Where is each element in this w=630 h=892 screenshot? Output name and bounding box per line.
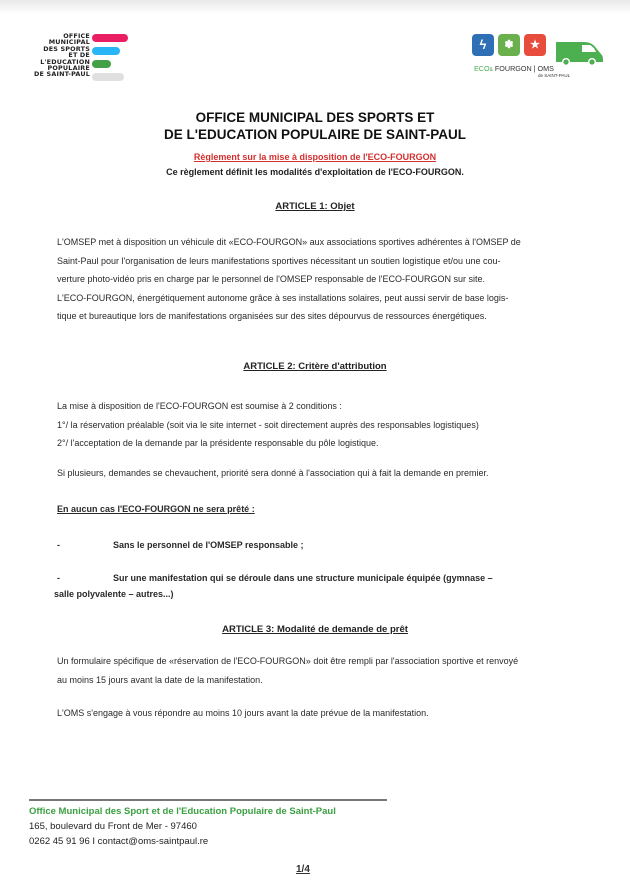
page-title-line2: DE L'EDUCATION POPULAIRE DE SAINT-PAUL	[164, 127, 466, 142]
text-line: Un formulaire spécifique de «réservation de l'ECO-FOURGON» doit être rempli par l'association sportive et renvoyé	[57, 656, 519, 666]
page-number: 1/4	[296, 864, 310, 875]
subtitle-red: Règlement sur la mise à disposition de l'ECO-FOURGON	[193, 152, 437, 162]
logo-line: ET DE	[68, 51, 90, 60]
van-icon	[554, 36, 604, 66]
footer-address: 165, boulevard du Front de Mer - 97460	[29, 821, 197, 832]
logo-line: POPULAIRE	[47, 64, 90, 73]
article1-body	[57, 233, 597, 326]
article2-priority	[57, 464, 597, 483]
text-line: Saint-Paul pour l'organisation de leurs manifestations sportives nécessitant un soutien logistique et/ou une cou-	[57, 255, 501, 266]
logo-bar-grey	[92, 73, 124, 81]
logo-line: MUNICIPAL	[48, 38, 90, 47]
logo-line: DES SPORTS	[43, 44, 90, 53]
bullet-item	[57, 536, 597, 555]
cart-icon: ★	[524, 34, 546, 56]
text-line: au moins 15 jours avant la date de la manifestation.	[57, 674, 263, 685]
logo-bar-green	[92, 60, 111, 68]
logo-line: OFFICE	[63, 32, 90, 40]
logo-bar-pink	[92, 34, 128, 42]
logo-bar-blue	[92, 47, 120, 55]
condition-item: 2°/ l'acceptation de la demande par la présidente responsable du pôle logistique.	[57, 438, 379, 449]
footer-org: Office Municipal des Sport et de l'Education Populaire de Saint-Paul	[29, 806, 336, 817]
omsep-logo	[28, 33, 128, 83]
text-line: Si plusieurs, demandes se chevauchent, priorité sera donné à l'association qui à fait la demande en premier.	[57, 468, 489, 478]
ampersand-text: &	[489, 67, 493, 73]
bullet-text: Sur une manifestation qui se déroule dans une structure municipale équipée (gymnase –	[113, 573, 493, 583]
article2-conditions	[57, 397, 597, 453]
bullet-marker: -	[57, 540, 60, 550]
footer-divider	[29, 799, 387, 801]
bullet-marker: -	[57, 573, 60, 583]
runner-icon: ✽	[498, 34, 520, 56]
logo-line: DE SAINT-PAUL	[34, 70, 90, 79]
eco-text: ECO	[474, 64, 490, 73]
bullet-item	[54, 570, 597, 602]
fourgon-text: FOURGON | OMS	[494, 64, 554, 73]
text-line: La mise à disposition de l'ECO-FOURGON est soumise à 2 conditions :	[57, 401, 342, 411]
article2-heading: ARTICLE 2: Critère d'attribution	[243, 361, 387, 372]
article3-response	[57, 704, 597, 723]
footer-contact[interactable]: 0262 45 91 96 I contact@oms-saintpaul.re	[29, 836, 209, 847]
lightning-icon: ϟ	[472, 34, 494, 56]
eco-fourgon-label	[474, 64, 554, 73]
never-heading: En aucun cas l'ECO-FOURGON ne sera prêté :	[57, 504, 255, 514]
text-line: L'OMS s'engage à vous répondre au moins 10 jours avant la date prévue de la manifestation.	[57, 708, 429, 718]
page-title-line1: OFFICE MUNICIPAL DES SPORTS ET	[195, 110, 435, 125]
text-line: tique et bureautique lors de manifestations organisées sur des sites dépourvus de ressources énergétiques.	[57, 311, 487, 322]
text-line: L'ECO-FOURGON, énergétiquement autonome grâce à ses installations solaires, peut aussi servir de base logis-	[57, 292, 509, 303]
subtitle: Ce règlement définit les modalités d'exploitation de l'ECO-FOURGON.	[166, 167, 464, 177]
bullet-text-continued: salle polyvalente – autres...)	[54, 589, 174, 599]
eco-fourgon-logo	[472, 34, 612, 94]
text-line: L'OMSEP met à disposition un véhicule dit «ECO-FOURGON» aux associations sportives adhérentes à l'OMSEP de	[57, 237, 521, 247]
logo-line: L'EDUCATION	[40, 57, 90, 66]
article1-heading: ARTICLE 1: Objet	[275, 201, 355, 212]
eco-sub-label: de SAINT-PAUL	[538, 73, 571, 78]
bullet-text: Sans le personnel de l'OMSEP responsable ;	[113, 540, 304, 550]
article2-never	[57, 500, 597, 519]
article3-body	[57, 652, 597, 689]
text-line: verture photo-vidéo pris en charge par le personnel de l'OMSEP responsable de l'ECO-FOURGON sur site.	[57, 274, 485, 285]
condition-item: 1°/ la réservation préalable (soit via le site internet - soit directement auprès des responsables logistiques)	[57, 419, 479, 430]
page-top-shadow	[0, 0, 630, 14]
article3-heading: ARTICLE 3: Modalité de demande de prêt	[222, 624, 408, 635]
logo-text	[28, 33, 90, 78]
